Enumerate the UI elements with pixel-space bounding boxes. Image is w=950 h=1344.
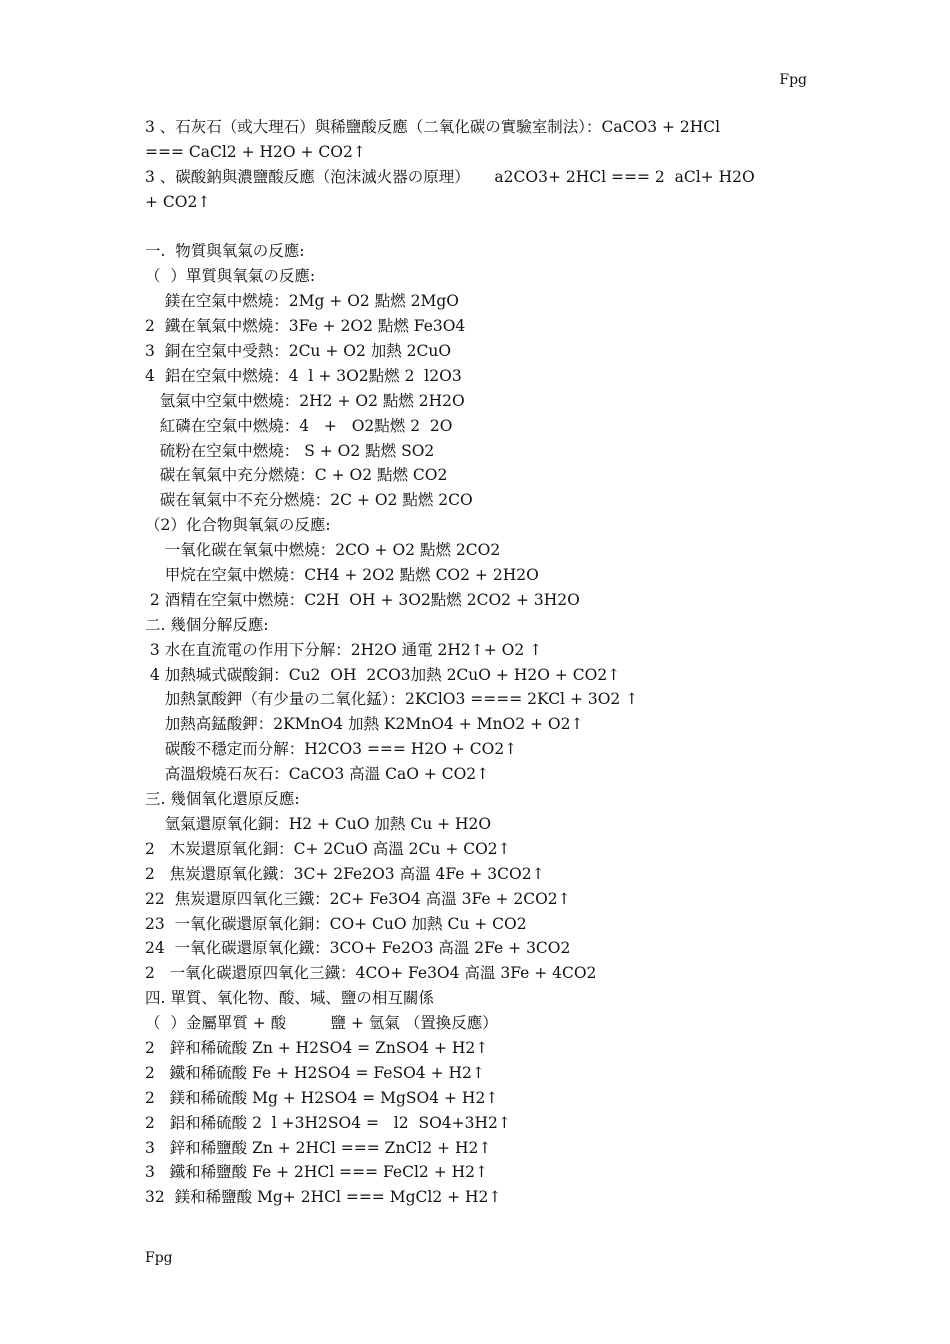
equation-line: 2 鎂和稀硫酸 Mg + H2SO4 = MgSO4 + H2↑	[145, 1088, 499, 1107]
equation-line: 硫粉在空氣中燃燒： S + O2 點燃 SO2	[145, 441, 435, 460]
equation-line: 2 焦炭還原氧化鐵：3C+ 2Fe2O3 高溫 4Fe + 3CO2↑	[145, 864, 545, 883]
section-heading: 三. 幾個氧化還原反應:	[145, 790, 300, 809]
page-header: Fpg	[779, 72, 807, 88]
equation-line: 2 鋁和稀硫酸 2 l +3H2SO4 = l2 SO4+3H2↑	[145, 1113, 511, 1132]
equation-line: 2 酒精在空氣中燃燒：C2H OH + 3O2點燃 2CO2 + 3H2O	[145, 590, 580, 609]
text-line: 3 、碳酸鈉與濃鹽酸反應（泡沫滅火器の原理） a2CO3+ 2HCl === 2 aCl+ H2O	[145, 167, 755, 186]
subsection-heading: （ ）金屬單質 + 酸 鹽 + 氫氣 （置換反應）	[145, 1014, 498, 1033]
text-line: 3 、石灰石（或大理石）與稀鹽酸反應（二氧化碳の實驗室制法）：CaCO3 + 2HCl	[145, 118, 721, 136]
equation-line: 氫氣中空氣中燃燒：2H2 + O2 點燃 2H2O	[145, 391, 465, 410]
section-heading: 一. 物質與氧氣の反應:	[145, 242, 305, 261]
equation-line: 4 加熱堿式碳酸銅：Cu2 OH 2CO3加熱 2CuO + H2O + CO2↑	[145, 665, 621, 684]
equation-line: 24 一氧化碳還原氧化鐵：3CO+ Fe2O3 高溫 2Fe + 3CO2	[145, 939, 571, 958]
equation-line: 3 鋅和稀鹽酸 Zn + 2HCl === ZnCl2 + H2↑	[145, 1138, 492, 1157]
equation-line: 3 鐵和稀鹽酸 Fe + 2HCl === FeCl2 + H2↑	[145, 1163, 488, 1182]
equation-line: 3 銅在空氣中受熱：2Cu + O2 加熱 2CuO	[145, 342, 452, 361]
equation-line: 甲烷在空氣中燃燒：CH4 + 2O2 點燃 CO2 + 2H2O	[145, 566, 539, 585]
equation-line: 氫氣還原氧化銅：H2 + CuO 加熱 Cu + H2O	[145, 814, 492, 833]
section-heading: 四. 單質、氧化物、酸、堿、鹽の相互關係	[145, 989, 434, 1008]
equation-line: 23 一氧化碳還原氧化銅：CO+ CuO 加熱 Cu + CO2	[145, 914, 527, 933]
equation-line: 2 木炭還原氧化銅：C+ 2CuO 高溫 2Cu + CO2↑	[145, 839, 511, 858]
equation-line: 鎂在空氣中燃燒：2Mg + O2 點燃 2MgO	[145, 292, 459, 311]
equation-line: 碳在氧氣中不充分燃燒：2C + O2 點燃 2CO	[145, 491, 473, 510]
document-body	[145, 115, 810, 1210]
equation-line: 22 焦炭還原四氧化三鐵：2C+ Fe3O4 高溫 3Fe + 2CO2↑	[145, 889, 571, 908]
page-footer: Fpg	[145, 1250, 173, 1266]
equation-line: 高溫煅燒石灰石：CaCO3 高溫 CaO + CO2↑	[145, 765, 490, 784]
text-line: + CO2↑	[145, 192, 211, 211]
equation-line: 加熱氯酸鉀（有少量の二氧化錳）：2KClO3 ==== 2KCl + 3O2 ↑	[145, 690, 639, 709]
subsection-heading: （2）化合物與氧氣の反應:	[145, 516, 331, 535]
section-heading: 二. 幾個分解反應:	[145, 615, 269, 634]
equation-line: 2 一氧化碳還原四氧化三鐵：4CO+ Fe3O4 高溫 3Fe + 4CO2	[145, 964, 597, 983]
equation-line: 2 鐵和稀硫酸 Fe + H2SO4 = FeSO4 + H2↑	[145, 1063, 485, 1082]
equation-line: 紅磷在空氣中燃燒：4 + O2點燃 2 2O	[145, 416, 453, 435]
text-line: === CaCl2 + H2O + CO2↑	[145, 142, 366, 161]
equation-line: 4 鋁在空氣中燃燒：4 l + 3O2點燃 2 l2O3	[145, 366, 462, 385]
equation-line: 碳酸不穩定而分解：H2CO3 === H2O + CO2↑	[145, 740, 518, 759]
equation-line: 32 鎂和稀鹽酸 Mg+ 2HCl === MgCl2 + H2↑	[145, 1188, 502, 1207]
equation-line: 碳在氧氣中充分燃燒：C + O2 點燃 CO2	[145, 466, 448, 485]
blank-line	[145, 215, 810, 240]
equation-line: 2 鐵在氧氣中燃燒：3Fe + 2O2 點燃 Fe3O4	[145, 317, 466, 336]
equation-line: 2 鋅和稀硫酸 Zn + H2SO4 = ZnSO4 + H2↑	[145, 1038, 489, 1057]
equation-line: 加熱高錳酸鉀：2KMnO4 加熱 K2MnO4 + MnO2 + O2↑	[145, 715, 584, 734]
equation-line: 3 水在直流電の作用下分解：2H2O 通電 2H2↑+ O2 ↑	[145, 640, 543, 659]
equation-line: 一氧化碳在氧氣中燃燒：2CO + O2 點燃 2CO2	[145, 541, 501, 560]
subsection-heading: （ ）單質與氧氣の反應:	[145, 267, 316, 286]
